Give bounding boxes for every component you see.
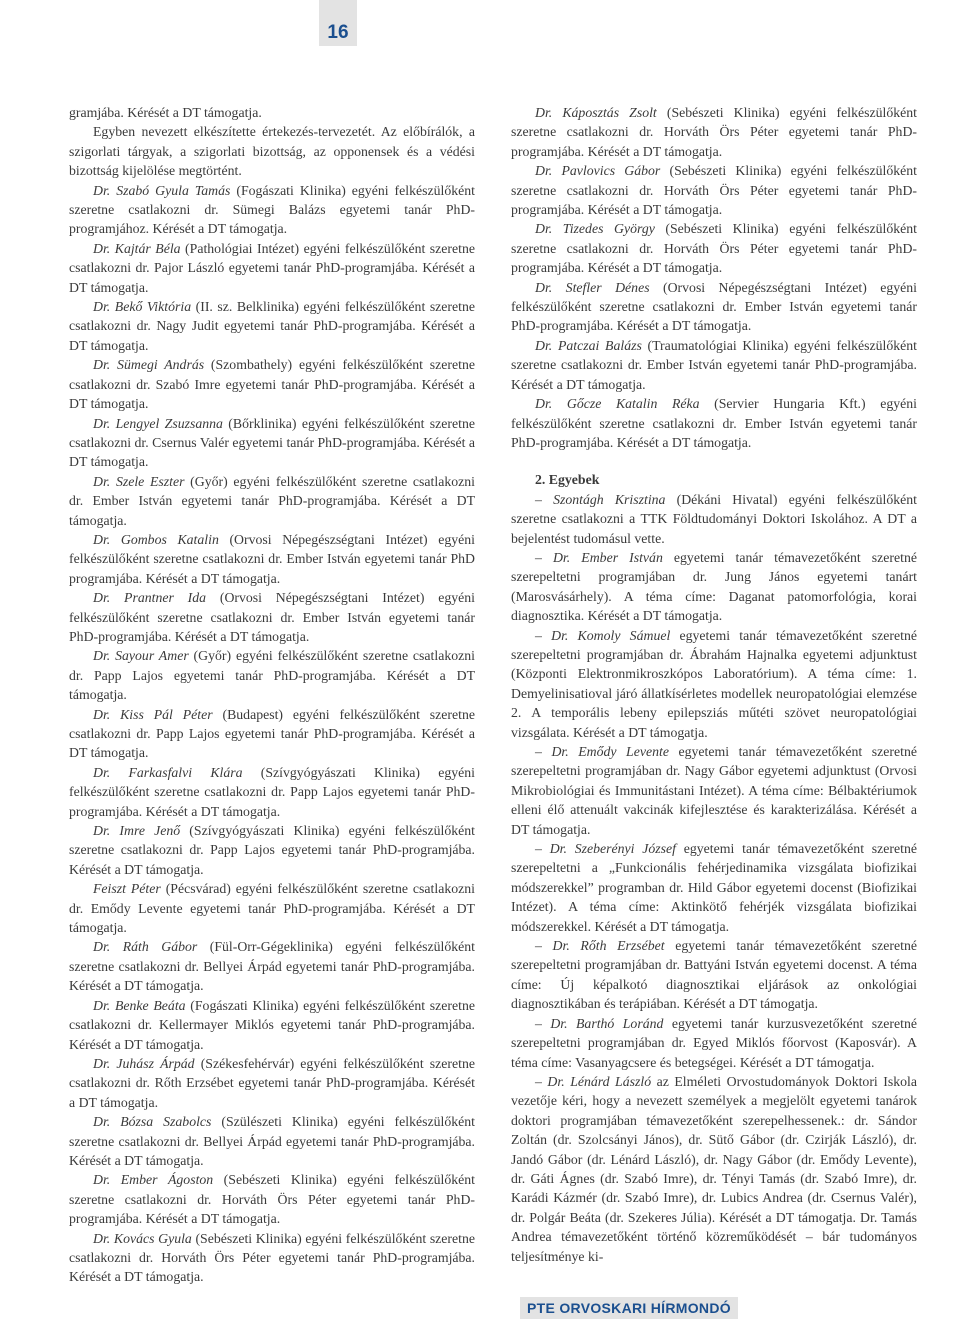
paragraph-text: (Sebészeti Klinika) egyéni felkészülőként szeretne csatlakozni dr. Horváth Örs Péter egyetemi tanár PhD-programjába. Kérését a DT támogatja. xyxy=(69,1172,475,1227)
paragraph xyxy=(511,103,917,161)
paragraph-text: (Orvosi Népegészségtani Intézet) egyéni felkészülőként szeretne csatlakozni dr. Ember István egyetemi tanár PhD programjába. Kérését a DT támogatja. xyxy=(69,531,475,586)
paragraph xyxy=(511,742,917,839)
paragraph-text: (Szívgyógyászati Klinika) egyéni felkészülőként szeretne csatlakozni dr. Papp Lajos egyetemi tanár PhD-programjába. Kérését a DT támogatja. xyxy=(69,764,475,819)
person-name: Dr. Lénárd László xyxy=(547,1073,652,1089)
person-name: Dr. Lengyel Zsuzsanna xyxy=(93,415,223,431)
paragraph xyxy=(69,646,475,704)
person-name: Dr. Ember Ágoston xyxy=(93,1172,214,1188)
paragraph-text: (Sebészeti Klinika) egyéni felkészülőként szeretne csatlakozni dr. Horváth Örs Péter egyetemi tanár PhD-programjába. Kérését a DT támogatja. xyxy=(511,105,917,159)
person-name: Dr. Szeberényi József xyxy=(549,841,676,857)
paragraph xyxy=(69,821,475,879)
paragraph-text: egyetemi tanár témavezetőként szeretné szerepeltetni programjában dr. Battyáni István egyetemi docenst. A téma címe: Új képalkotó diagnosztikai eljárások az onkológiai diagnosztikában és terápiában. Kérését a DT támogatja. xyxy=(511,938,917,1012)
person-name: Dr. Emődy Levente xyxy=(551,744,669,759)
person-name: Dr. Bekő Viktória xyxy=(93,299,192,315)
person-name: Dr. Ember István xyxy=(552,549,663,565)
person-name: Dr. Káposztás Zsolt xyxy=(535,105,657,120)
person-name: Dr. Prantner Ida xyxy=(93,590,207,606)
paragraph xyxy=(511,936,917,1014)
paragraph-text: (Győr) egyéni felkészülőként szeretne csatlakozni dr. Ember István egyetemi tanár PhD-programjába. Kérését a DT támogatja. xyxy=(69,473,475,528)
paragraph xyxy=(69,122,475,180)
paragraph xyxy=(511,490,917,548)
paragraph xyxy=(69,103,475,122)
person-name: Dr. Imre Jenő xyxy=(93,823,181,839)
paragraph xyxy=(511,1072,917,1266)
paragraph-text: (Győr) egyéni felkészülőként szeretne csatlakozni dr. Papp Lajos egyetemi tanár PhD-programjába. Kérését a DT támogatja. xyxy=(69,648,475,703)
person-name: Dr. Komoly Sámuel xyxy=(551,627,671,643)
paragraph xyxy=(69,472,475,530)
dash-prefix: – xyxy=(535,549,553,565)
paragraph xyxy=(511,336,917,394)
person-name: Dr. Tizedes György xyxy=(535,221,655,237)
paragraph-text: (Sebészeti Klinika) egyéni felkészülőként szeretne csatlakozni dr. Horváth Örs Péter egyetemi tanár PhD-programjába. Kérését a DT támogatja. xyxy=(511,221,917,276)
paragraph xyxy=(69,879,475,937)
paragraph xyxy=(69,355,475,413)
paragraph xyxy=(69,996,475,1054)
paragraph xyxy=(69,530,475,588)
person-name: Dr. Bózsa Szabolcs xyxy=(93,1114,212,1130)
paragraph-text: (Orvosi Népegészségtani Intézet) egyéni felkészülőként szeretne csatlakozni dr. Ember István egyetemi tanár PhD-programjába. Kérését a DT támogatja. xyxy=(511,279,917,334)
person-name: Dr. Juhász Árpád xyxy=(93,1055,195,1071)
paragraph xyxy=(511,548,917,626)
paragraph xyxy=(511,394,917,452)
paragraph xyxy=(69,1112,475,1170)
paragraph-text: az Elméleti Orvostudományok Doktori Iskola vezetője kéri, hogy a nevezett személyek a megjelölt egyetemi tanárok doktori programjában témavezetőként szerepelhessenek.: dr. Sándor Zoltán (dr. Szolcsányi János), dr. Sütő Gábor (dr. Czirják László), dr. Jandó Gábor (dr. Lénárd László), dr. Nagy Gábor (dr. Emődy Levente), dr. Gáti Ágnes (dr. Szabó Imre), dr. Tényi Tamás (dr. Szabó Imre), dr. Karádi Kázmér (dr. Szabó Imre), dr. Lubics Andrea (dr. Csernus Valér), dr. Polgár Beáta (dr. Szekeres Júlia). Kérését a DT támogatja. Dr. Tamás Andrea témavezetőként történő közreműködését – bár tudományos teljesítménye ki- xyxy=(511,1073,917,1264)
person-name: Dr. Kajtár Béla xyxy=(93,240,181,256)
paragraph-text: egyetemi tanár témavezetőként szeretné szerepeltetni programjában dr. Ábrahám Hajnalka egyetemi adjunktust (Központi Elektronmikroszkópos Laboratórium). A téma címe: 1. Demyelinisatioval járó állatkísérletes modellek neuropatológiai elemzése 2. A temporális lebeny epilepsziás műtéti szövet neuropatológiai vizsgálata. Kérését a DT támogatja. xyxy=(511,627,917,740)
paragraph-text: egyetemi tanár témavezetőként szeretné szerepeltetni programjában dr. Jung János egyetemi tanárt (Marosvásárhely). A téma címe: Daganat patomorfológia, korai diagnosztika. Kérését a DT támogatja. xyxy=(511,549,917,624)
paragraph-text: (Fogászati Klinika) egyéni felkészülőként szeretne csatlakozni dr. Sümegi Balázs egyetemi tanár PhD-programjához. Kérését a DT támogatja. xyxy=(69,182,475,237)
person-name: Dr. Stefler Dénes xyxy=(535,279,650,295)
person-name: Dr. Gombos Katalin xyxy=(93,531,219,547)
person-name: Dr. Sayour Amer xyxy=(93,648,189,664)
paragraph-text: egyetemi tanár témavezetőként szeretné szerepeltetni a „Funkcionális fehérjedinamika vizsgálata biofizikai módszerekkel” programban dr. Hild Gábor egyetemi docenst (Biofizikai Intézet). A téma címe: Aktinkötő fehérjék vizsgálata biofizikai módszerekkel. Kérését a DT támogatja. xyxy=(511,841,917,934)
paragraph xyxy=(69,588,475,646)
paragraph-text: (Sebészeti Klinika) egyéni felkészülőként szeretne csatlakozni dr. Horváth Örs Péter egyetemi tanár PhD-programjába. Kérését a DT támogatja. xyxy=(69,1230,476,1285)
paragraph-text: (Fül-Orr-Gégeklinika) egyéni felkészülőként szeretne csatlakozni dr. Bellyei Árpád egyetemi tanár PhD-programjába. Kérését a DT támogatja. xyxy=(69,939,475,994)
paragraph-text: (Orvosi Népegészségtani Intézet) egyéni felkészülőként szeretne csatlakozni dr. Ember István egyetemi tanár PhD-programjába. Kérését a DT támogatja. xyxy=(69,590,475,644)
paragraph xyxy=(69,297,475,355)
dash-prefix: – xyxy=(535,1073,548,1089)
paragraph xyxy=(511,626,917,742)
paragraph-text: (Budapest) egyéni felkészülőként szeretne csatlakozni dr. Papp Lajos egyetemi tanár PhD-programjába. Kérését a DT támogatja. xyxy=(69,706,475,761)
paragraph-text: (Szívgyógyászati Klinika) egyéni felkészülőként szeretne csatlakozni dr. Papp Lajos egyetemi tanár PhD-programjába. Kérését a DT támogatja. xyxy=(69,823,476,877)
person-name: Dr. Rőth Erzsébet xyxy=(552,938,665,954)
footer-title: PTE ORVOSKARI HÍRMONDÓ xyxy=(520,1297,738,1319)
person-name: Dr. Ráth Gábor xyxy=(93,939,198,955)
person-name: Dr. Farkasfalvi Klára xyxy=(93,764,243,780)
paragraph xyxy=(511,161,917,219)
dash-prefix: – xyxy=(535,841,550,857)
person-name: Feiszt Péter xyxy=(93,881,161,897)
paragraph-text: (Servier Hungaria Kft.) egyéni felkészülőként szeretne csatlakozni dr. Ember István egyetemi tanár PhD-programjába. Kérését a DT támogatja. xyxy=(511,396,917,450)
page-number: 16 xyxy=(319,0,357,46)
paragraph-text: (Bőrklinika) egyéni felkészülőként szeretne csatlakozni dr. Csernus Valér egyetemi tanár PhD-programjába. Kérését a DT támogatja. xyxy=(69,415,475,470)
paragraph xyxy=(69,1170,475,1228)
paragraph xyxy=(511,219,917,277)
paragraph-text: (Traumatológiai Klinika) egyéni felkészülőként szeretne csatlakozni dr. Ember István egyetemi tanár PhD-programjába. Kérését a DT támogatja. xyxy=(511,337,917,392)
person-name: Dr. Gőcze Katalin Réka xyxy=(535,396,700,412)
paragraph-text: (Pécsvárad) egyéni felkészülőként szeretne csatlakozni dr. Emődy Levente egyetemi tanár PhD-programjába. Kérését a DT támogatja. xyxy=(69,881,475,936)
paragraph-text: gramjába. Kérését a DT támogatja. xyxy=(69,105,262,120)
person-name: Dr. Szele Eszter xyxy=(93,473,185,489)
paragraph-text: (Sebészeti Klinika) egyéni felkészülőként szeretne csatlakozni dr. Horváth Örs Péter egyetemi tanár PhD-programjába. Kérését a DT támogatja. xyxy=(511,163,918,218)
right-column xyxy=(511,103,917,1266)
paragraph xyxy=(511,1014,917,1072)
section-heading: 2. Egyebek xyxy=(535,472,600,488)
paragraph-text: (Szombathely) egyéni felkészülőként szeretne csatlakozni dr. Szabó Imre egyetemi tanár PhD-programjába. Kérését a DT támogatja. xyxy=(69,357,475,412)
paragraph xyxy=(69,937,475,995)
paragraph xyxy=(69,1229,475,1287)
paragraph xyxy=(69,763,475,821)
person-name: Dr. Barthó Loránd xyxy=(550,1015,664,1031)
person-name: Dr. Benke Beáta xyxy=(93,997,186,1013)
person-name: Dr. Patczai Balázs xyxy=(535,337,642,353)
paragraph-text: (Szülészeti Klinika) egyéni felkészülőként szeretne csatlakozni dr. Bellyei Árpád egyetemi tanár PhD-programjába. Kérését a DT támogatja. xyxy=(69,1114,475,1168)
paragraph xyxy=(511,839,917,936)
person-name: Dr. Kovács Gyula xyxy=(93,1230,192,1246)
person-name: Dr. Szabó Gyula Tamás xyxy=(93,182,231,198)
dash-prefix: – xyxy=(535,744,552,759)
paragraph-text: Egyben nevezett elkészítette értekezés-tervezetét. Az előbírálók, a szigorlati tárgyak, a szigorlati bizottság, az opponensek és a védési bizottság kijelölése megtörtént. xyxy=(69,124,475,179)
paragraph-text: (Fogászati Klinika) egyéni felkészülőként szeretne csatlakozni dr. Kellermayer Miklós egyetemi tanár PhD-programjába. Kérését a DT támogatja. xyxy=(69,997,475,1052)
paragraph-text: (Dékáni Hivatal) egyéni felkészülőként szeretne csatlakozni a TTK Földtudományi Doktori Iskolához. A DT a bejelentést tudomásul vette. xyxy=(511,491,917,546)
paragraph-text: egyetemi tanár témavezetőként szeretné szerepeltetni programjában dr. Nagy Gábor egyetemi adjunktust (Orvosi Mikrobiológiai és Immunitástani Intézet). A téma címe: Bélbaktériumok elleni élő attenuált vakcinák kifejlesztése és karakterizálása. Kérését a DT támogatja. xyxy=(511,744,917,837)
paragraph xyxy=(69,705,475,763)
paragraph-text: (Pathológiai Intézet) egyéni felkészülőként szeretne csatlakozni dr. Pajor László egyetemi tanár PhD-programjába. Kérését a DT támogatja. xyxy=(69,240,475,295)
paragraph xyxy=(69,414,475,472)
dash-prefix: – xyxy=(535,1015,551,1031)
paragraph xyxy=(69,1054,475,1112)
person-name: Dr. Kiss Pál Péter xyxy=(93,706,213,722)
paragraph xyxy=(69,239,475,297)
person-name: Szontágh Krisztina xyxy=(553,491,666,507)
paragraph-text: (II. sz. Belklinika) egyéni felkészülőként szeretne csatlakozni dr. Nagy Judit egyetemi tanár PhD-programjába. Kérését a DT támogatja. xyxy=(69,299,476,353)
dash-prefix: – xyxy=(535,491,554,507)
paragraph xyxy=(69,181,475,239)
dash-prefix: – xyxy=(535,938,553,954)
dash-prefix: – xyxy=(535,627,552,643)
person-name: Dr. Sümegi András xyxy=(93,357,205,373)
paragraph-text: egyetemi tanár kurzusvezetőként szeretné szerepeltetni programjában dr. Egyed Miklós főorvost (Kaposvár). A téma címe: Vasanyagcsere és betegségei. Kérését a DT támogatja. xyxy=(511,1015,917,1070)
person-name: Dr. Pavlovics Gábor xyxy=(535,163,661,179)
left-column xyxy=(69,103,475,1287)
paragraph xyxy=(511,278,917,336)
paragraph-text: (Székesfehérvár) egyéni felkészülőként szeretne csatlakozni dr. Rőth Erzsébet egyetemi tanár PhD-programjába. Kérését a DT támogatja. xyxy=(69,1055,475,1110)
